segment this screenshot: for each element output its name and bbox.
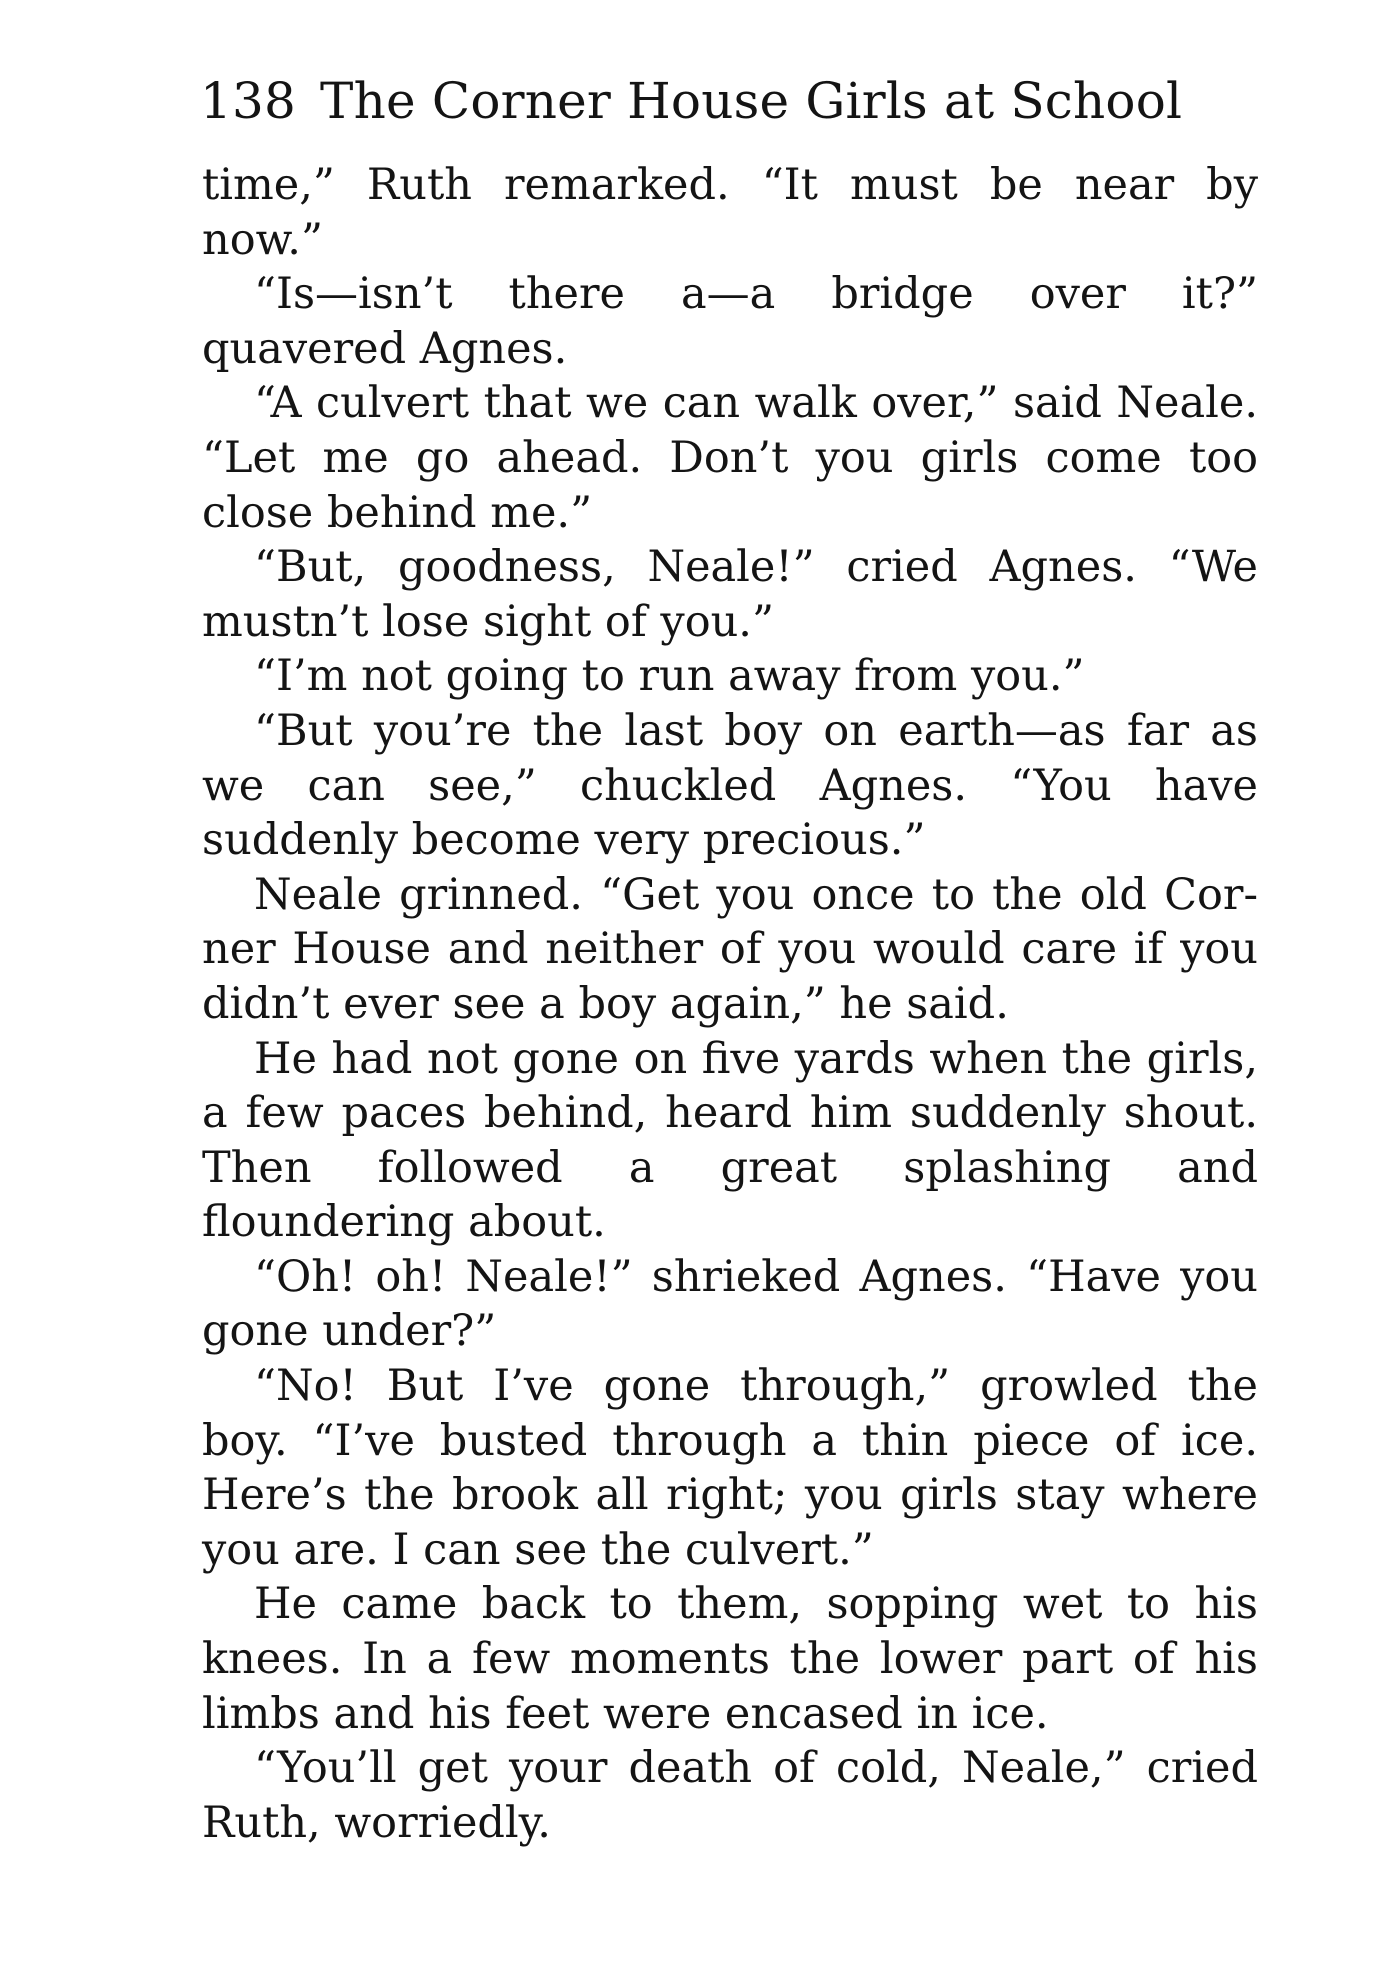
body-text	[202, 158, 1258, 1850]
paragraph-10: “No! But I’ve gone through,” growled the boy. “I’ve busted through a thin piece of ice. Here’s the brook all right; you girls stay where you are. I can see the culvert.”	[202, 1361, 1258, 1575]
paragraph-1: time,” Ruth remarked. “It must be near by now.”	[202, 160, 1258, 265]
running-title: The Corner House Girls at School	[320, 72, 1183, 130]
paragraph-7: Neale grinned. “Get you once to the old Corner House and neither of you would care if you didn’t ever see a boy again,” he said.	[202, 869, 1258, 1029]
paragraph-8: He had not gone on five yards when the girls, a few paces behind, heard him suddenly shout. Then followed a great splashing and floundering about.	[202, 1033, 1258, 1248]
paragraph-6: “But you’re the last boy on earth—as far as we can see,” chuckled Agnes. “You have suddenly become very precious.”	[202, 705, 1258, 866]
paragraph-5: “I’m not going to run away from you.”	[254, 651, 1085, 702]
paragraph-3: “A culvert that we can walk over,” said Neale. “Let me go ahead. Don’t you girls come too close behind me.”	[202, 378, 1258, 538]
paragraph-4: “But, goodness, Neale!” cried Agnes. “We mustn’t lose sight of you.”	[202, 542, 1258, 647]
paragraph-2: “Is—isn’t there a—a bridge over it?” quavered Agnes.	[202, 269, 1258, 374]
page-number: 138	[200, 72, 297, 130]
paragraph-9: “Oh! oh! Neale!” shrieked Agnes. “Have you gone under?”	[202, 1251, 1258, 1357]
paragraph-11: He came back to them, sopping wet to his knees. In a few moments the lower part of his limbs and his feet were encased in ice.	[202, 1579, 1258, 1739]
page-header	[200, 66, 1280, 136]
paragraph-12: “You’ll get your death of cold, Neale,” cried Ruth, worriedly.	[202, 1743, 1258, 1848]
